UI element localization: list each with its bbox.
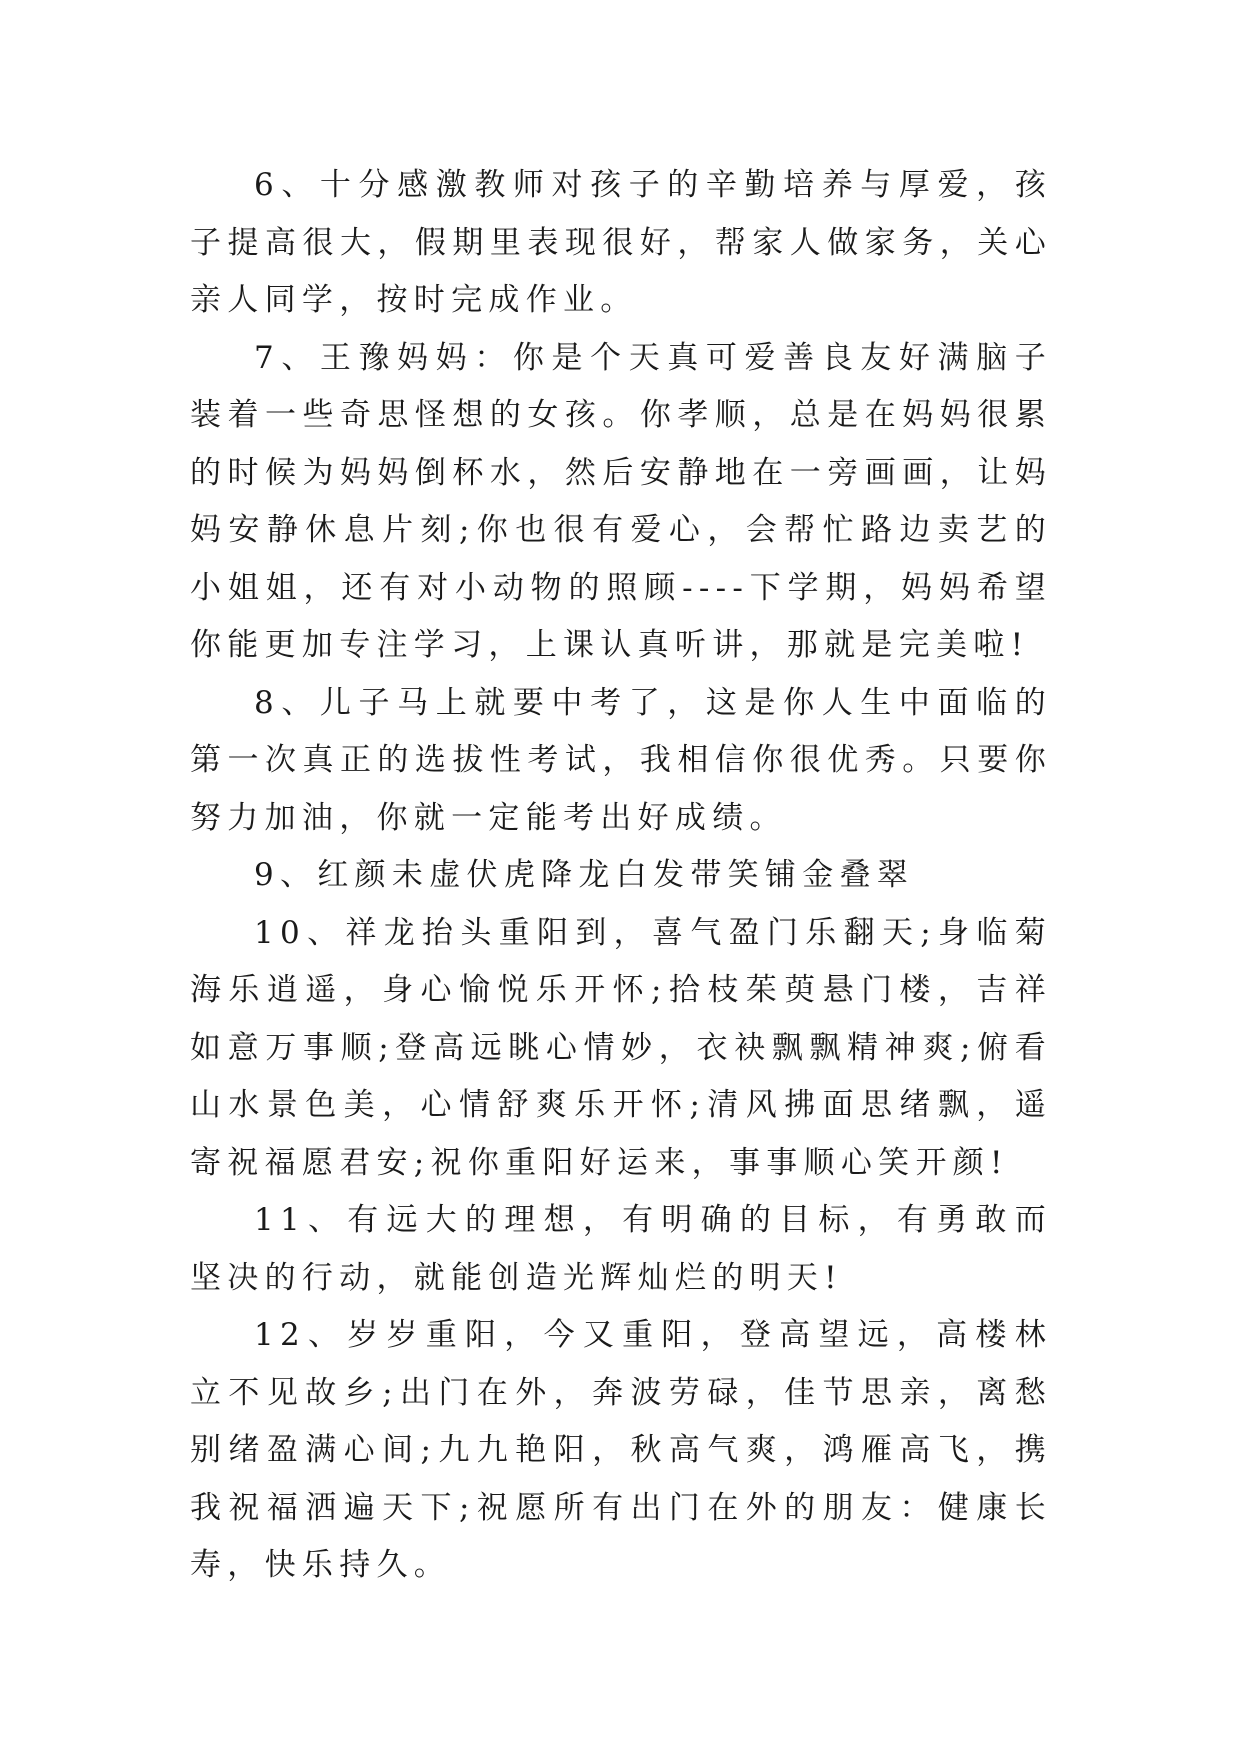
paragraph-8: 8、儿子马上就要中考了，这是你人生中面临的第一次真正的选拔性考试，我相信你很优秀。只要你努力加油，你就一定能考出好成绩。 [190,684,1052,836]
paragraph-9: 9、红颜未虚伏虎降龙白发带笑铺金叠翠 [254,857,915,893]
paragraph-11: 11、有远大的理想，有明确的目标，有勇敢而坚决的行动，就能创造光辉灿烂的明天! [190,1202,1052,1296]
paragraph-10: 10、祥龙抬头重阳到，喜气盈门乐翻天;身临菊海乐逍遥，身心愉悦乐开怀;拾枝茱萸悬门楼，吉祥如意万事顺;登高远眺心情妙，衣袂飘飘精神爽;俯看山水景色美，心情舒爽乐开怀;清风拂面思绪飘，遥寄祝福愿君安;祝你重阳好运来，事事顺心笑开颜! [190,914,1052,1181]
paragraph-12: 12、岁岁重阳，今又重阳，登高望远，高楼林立不见故乡;出门在外，奔波劳碌，佳节思亲，离愁别绪盈满心间;九九艳阳，秋高气爽，鸿雁高飞，携我祝福洒遍天下;祝愿所有出门在外的朋友：健康长寿，快乐持久。 [190,1317,1052,1583]
paragraph-6: 6、十分感激教师对孩子的辛勤培养与厚爱，孩子提高很大，假期里表现很好，帮家人做家务，关心亲人同学，按时完成作业。 [190,167,1052,318]
document-body [190,157,1052,1595]
paragraph-7: 7、王豫妈妈：你是个天真可爱善良友好满脑子装着一些奇思怪想的女孩。你孝顺，总是在妈妈很累的时候为妈妈倒杯水，然后安静地在一旁画画，让妈妈安静休息片刻;你也很有爱心，会帮忙路边卖艺的小姐姐，还有对小动物的照顾----下学期，妈妈希望你能更加专注学习，上课认真听讲，那就是完美啦! [190,339,1052,663]
